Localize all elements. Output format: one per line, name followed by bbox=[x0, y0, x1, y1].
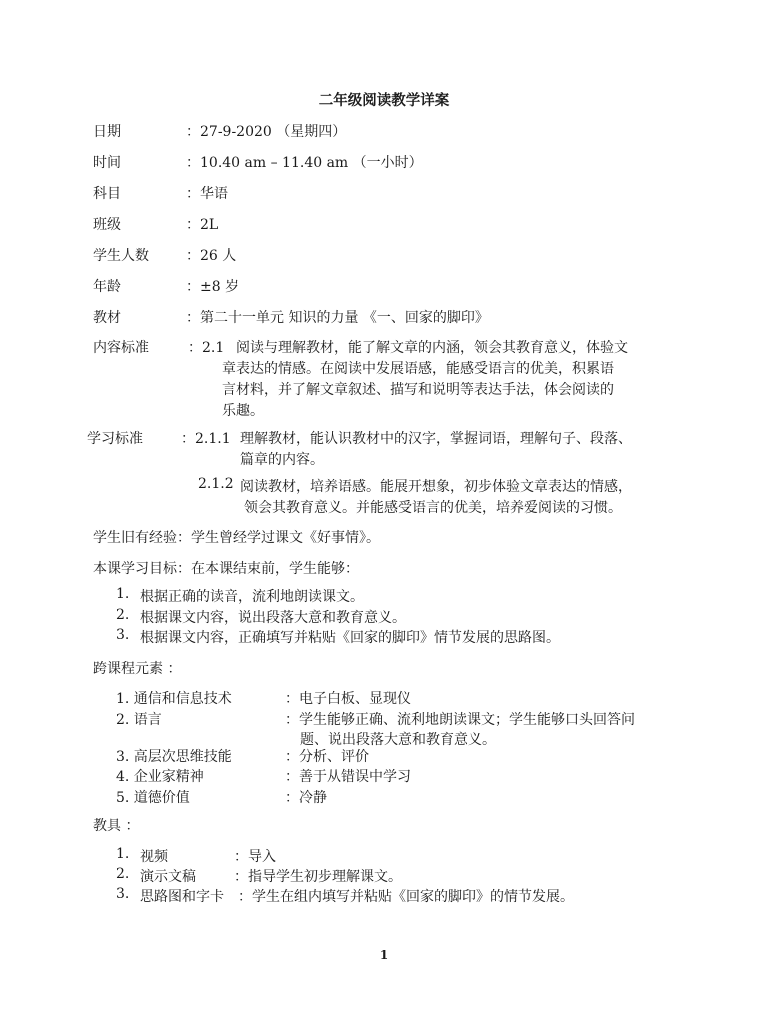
aid-text-3: ：学生在组内填写并粘贴《回家的脚印》的情节发展。 bbox=[238, 889, 574, 905]
aid-label-3: 思路图和字卡 bbox=[140, 889, 224, 905]
info-label-time: 时间 bbox=[93, 155, 121, 171]
cross-item-3-text: ：分析、评价 bbox=[285, 749, 369, 765]
aid-num-2: 2. bbox=[116, 866, 130, 882]
cross-item-1-label: 1. 通信和信息技术 bbox=[116, 691, 232, 707]
info-label-subject: 科目 bbox=[93, 186, 121, 202]
aid-num-1: 1. bbox=[116, 846, 130, 862]
learning-standard-1-line-2: 篇章的内容。 bbox=[240, 452, 324, 468]
info-value-age: ：±8 岁 bbox=[186, 279, 240, 295]
aid-text-2: ：指导学生初步理解课文。 bbox=[234, 869, 402, 885]
learning-standard-1-code: ：2.1.1 bbox=[181, 431, 231, 447]
aid-text-1: ：导入 bbox=[234, 849, 276, 865]
objective-text-2: 根据课文内容，说出段落大意和教育意义。 bbox=[140, 610, 406, 626]
cross-item-2-text-1: ：学生能够正确、流利地朗读课文；学生能够口头回答问 bbox=[285, 712, 635, 728]
info-label-age: 年龄 bbox=[93, 279, 121, 295]
objective-text-3: 根据课文内容，正确填写并粘贴《回家的脚印》情节发展的思路图。 bbox=[140, 630, 560, 646]
content-standard-line-1: 阅读与理解教材，能了解文章的内涵，领会其教育意义，体验文 bbox=[236, 340, 628, 356]
page-title: 二年级阅读教学详案 bbox=[318, 92, 450, 109]
objective-num-3: 3. bbox=[116, 627, 130, 643]
info-label-students: 学生人数 bbox=[93, 248, 149, 264]
cross-curricular-heading: 跨课程元素 ： bbox=[93, 661, 182, 677]
teaching-aids-heading: 教具 ： bbox=[93, 818, 140, 834]
cross-item-4-text: ：善于从错误中学习 bbox=[285, 769, 411, 785]
aid-label-2: 演示文稿 bbox=[140, 869, 196, 885]
learning-standard-2-line-2: 领会其教育意义。并能感受语言的优美，培养爱阅读的习惯。 bbox=[244, 500, 622, 516]
content-standard-code: ：2.1 bbox=[188, 340, 225, 356]
info-value-time: ：10.40 am – 11.40 am （一小时） bbox=[186, 155, 423, 171]
info-value-material: ：第二十一单元 知识的力量 《一、回家的脚印》 bbox=[186, 310, 489, 326]
learning-standard-label: 学习标准 bbox=[87, 431, 143, 447]
objectives-heading: 本课学习目标：在本课结束前，学生能够： bbox=[93, 561, 359, 577]
page-number: 1 bbox=[379, 948, 389, 962]
cross-item-1-text: ：电子白板、显现仪 bbox=[285, 691, 411, 707]
learning-standard-2-code: 2.1.2 bbox=[198, 476, 234, 492]
learning-standard-2-line-1: 阅读教材，培养语感。能展开想象，初步体验文章表达的情感， bbox=[240, 479, 632, 495]
learning-standard-1-line-1: 理解教材，能认识教材中的汉字，掌握词语，理解句子、段落、 bbox=[240, 431, 632, 447]
cross-item-5-label: 5. 道德价值 bbox=[116, 790, 190, 806]
content-standard-line-4: 乐趣。 bbox=[222, 403, 264, 419]
info-value-date: ：27-9-2020 （星期四） bbox=[186, 124, 347, 140]
info-value-class: ：2L bbox=[186, 217, 219, 233]
info-label-material: 教材 bbox=[93, 310, 121, 326]
content-standard-line-3: 言材料，并了解文章叙述、描写和说明等表达手法，体会阅读的 bbox=[222, 382, 614, 398]
info-value-subject: ：华语 bbox=[186, 186, 228, 202]
cross-item-2-label: 2. 语言 bbox=[116, 712, 162, 728]
aid-label-1: 视频 bbox=[140, 849, 168, 865]
objective-num-1: 1. bbox=[116, 586, 130, 602]
info-label-date: 日期 bbox=[93, 124, 121, 140]
content-standard-label: 内容标准 bbox=[93, 340, 149, 356]
cross-item-2-text-2: 题、说出段落大意和教育意义。 bbox=[300, 732, 496, 748]
prior-knowledge: 学生旧有经验：学生曾经学过课文《好事情》。 bbox=[93, 530, 380, 546]
cross-item-5-text: ：冷静 bbox=[285, 790, 327, 806]
info-value-students: ：26 人 bbox=[186, 248, 237, 264]
content-standard-line-2: 章表达的情感。在阅读中发展语感，能感受语言的优美，积累语 bbox=[222, 361, 614, 377]
info-label-class: 班级 bbox=[93, 217, 121, 233]
cross-item-3-label: 3. 高层次思维技能 bbox=[116, 749, 232, 765]
objective-text-1: 根据正确的读音，流利地朗读课文。 bbox=[140, 589, 364, 605]
objective-num-2: 2. bbox=[116, 607, 130, 623]
aid-num-3: 3. bbox=[116, 886, 130, 902]
cross-item-4-label: 4. 企业家精神 bbox=[116, 769, 204, 785]
